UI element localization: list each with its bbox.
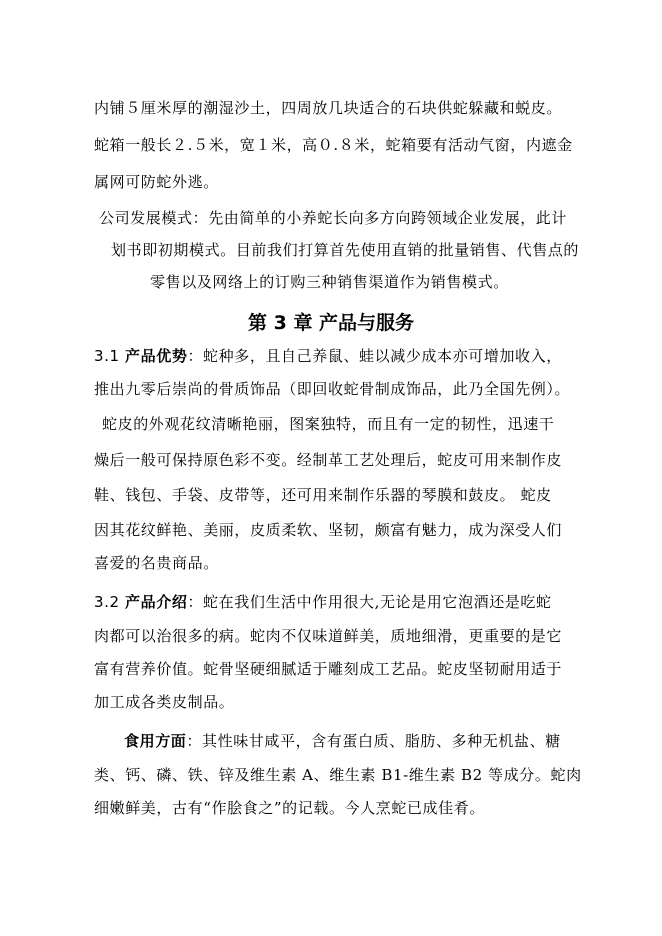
s31-line-2: 推出九零后崇尚的骨质饰品（即回收蛇骨制成饰品，此乃全国先例）。	[94, 380, 571, 398]
s31-line-6: 因其花纹鲜艳、美丽，皮质柔软、坚韧，颇富有魅力，成为深受人们	[94, 521, 563, 539]
s32-line-1-text: ：蛇在我们生活中作用很大,无论是用它泡酒还是吃蛇	[187, 593, 552, 611]
s31-number: 3.1	[94, 347, 120, 365]
s31-label: 产品优势	[125, 347, 188, 365]
intro-line-1: 内铺５厘米厚的潮湿沙土，四周放几块适合的石块供蛇躲藏和蜕皮。	[94, 99, 563, 117]
chapter-heading	[0, 311, 662, 335]
s32-line-3: 富有营养价值。蛇骨坚硬细腻适于雕刻成工艺品。蛇皮坚韧耐用适于	[94, 660, 563, 678]
s32-line-2: 肉都可以治很多的病。蛇肉不仅味道鲜美，质地细滑，更重要的是它	[94, 627, 563, 645]
intro-line-2: 蛇箱一般长２.５米，宽１米，高０.８米，蛇箱要有活动气窗，内遮金	[94, 136, 573, 154]
s31-line-3: 蛇皮的外观花纹清晰艳丽，图案独特，而且有一定的韧性，迅速干	[102, 415, 555, 433]
chapter-prefix: 第	[247, 312, 267, 334]
model-line-3: 零售以及网络上的订购三种销售渠道作为销售模式。	[150, 273, 509, 291]
s31-line-7: 喜爱的名贵商品。	[94, 554, 219, 572]
s32-number: 3.2	[94, 593, 120, 611]
food-line-3: 细嫩鲜美，古有“作脍食之”的记载。今人烹蛇已成佳肴。	[94, 799, 485, 817]
model-line-2: 划书即初期模式。目前我们打算首先使用直销的批量销售、代售点的	[111, 241, 580, 259]
s32-line-1	[94, 592, 552, 612]
food-line-1	[124, 731, 561, 751]
food-label: 食用方面	[124, 732, 187, 750]
model-line-1: 公司发展模式：先由简单的小养蛇长向多方向跨领域企业发展，此计	[99, 209, 568, 227]
food-line-2: 类、钙、磷、铁、锌及维生素 A、维生素 B1-维生素 B2 等成分。蛇肉	[94, 766, 582, 784]
chapter-number: 3	[273, 312, 287, 334]
s32-line-4: 加工成各类皮制品。	[94, 693, 235, 711]
s31-line-5: 鞋、钱包、手袋、皮带等，还可用来制作乐器的琴膜和鼓皮。 蛇皮	[94, 486, 552, 504]
s31-line-1	[94, 346, 562, 366]
intro-line-3: 属网可防蛇外逃。	[94, 173, 219, 191]
food-line-1-text: ：其性味甘咸平，含有蛋白质、脂肪、多种无机盐、糖	[186, 732, 561, 750]
s32-label: 产品介绍	[125, 593, 188, 611]
s31-line-1-text: ：蛇种多，且自己养鼠、蛙以减少成本亦可增加收入，	[187, 347, 562, 365]
s31-line-4: 燥后一般可保持原色彩不变。经制革工艺处理后，蛇皮可用来制作皮	[94, 451, 563, 469]
chapter-title: 章 产品与服务	[293, 312, 415, 334]
